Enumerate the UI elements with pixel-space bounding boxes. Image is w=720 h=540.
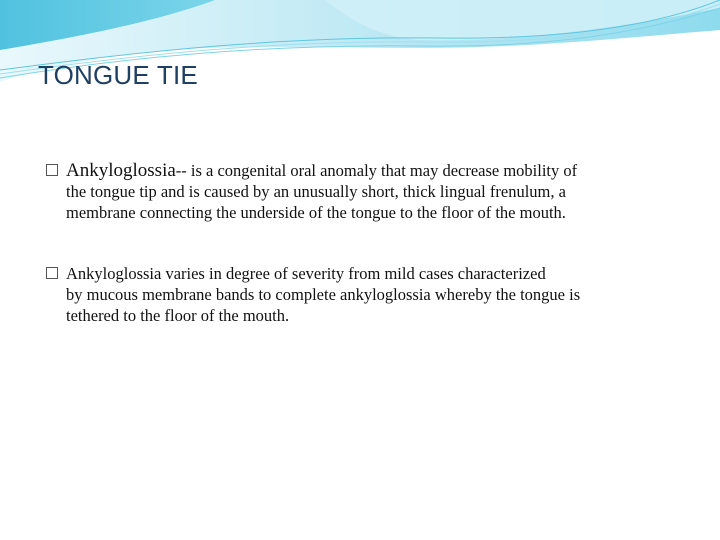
bullet-marker-icon	[46, 164, 58, 176]
bullet-term: Ankyloglossia	[66, 160, 176, 181]
bullet-item-2	[46, 263, 686, 326]
bullet-text-line: membrane connecting the underside of the tongue to the floor of the mouth.	[66, 203, 566, 222]
bullet-marker-icon	[46, 267, 58, 279]
bullet-text-line: tethered to the floor of the mouth.	[66, 306, 290, 325]
bullet-text-line: -- is a congenital oral anomaly that may decrease mobility of	[175, 161, 578, 180]
header-wave-decoration	[0, 0, 720, 110]
bullet-text-line: by mucous membrane bands to complete ankyloglossia whereby the tongue is	[66, 285, 581, 304]
bullet-item-1	[46, 160, 686, 223]
slide-title: TONGUE TIE	[38, 60, 198, 90]
bullet-text-line: Ankyloglossia varies in degree of severity from mild cases characterized	[66, 264, 546, 283]
bullet-text-line: the tongue tip and is caused by an unusually short, thick lingual frenulum, a	[66, 182, 566, 201]
